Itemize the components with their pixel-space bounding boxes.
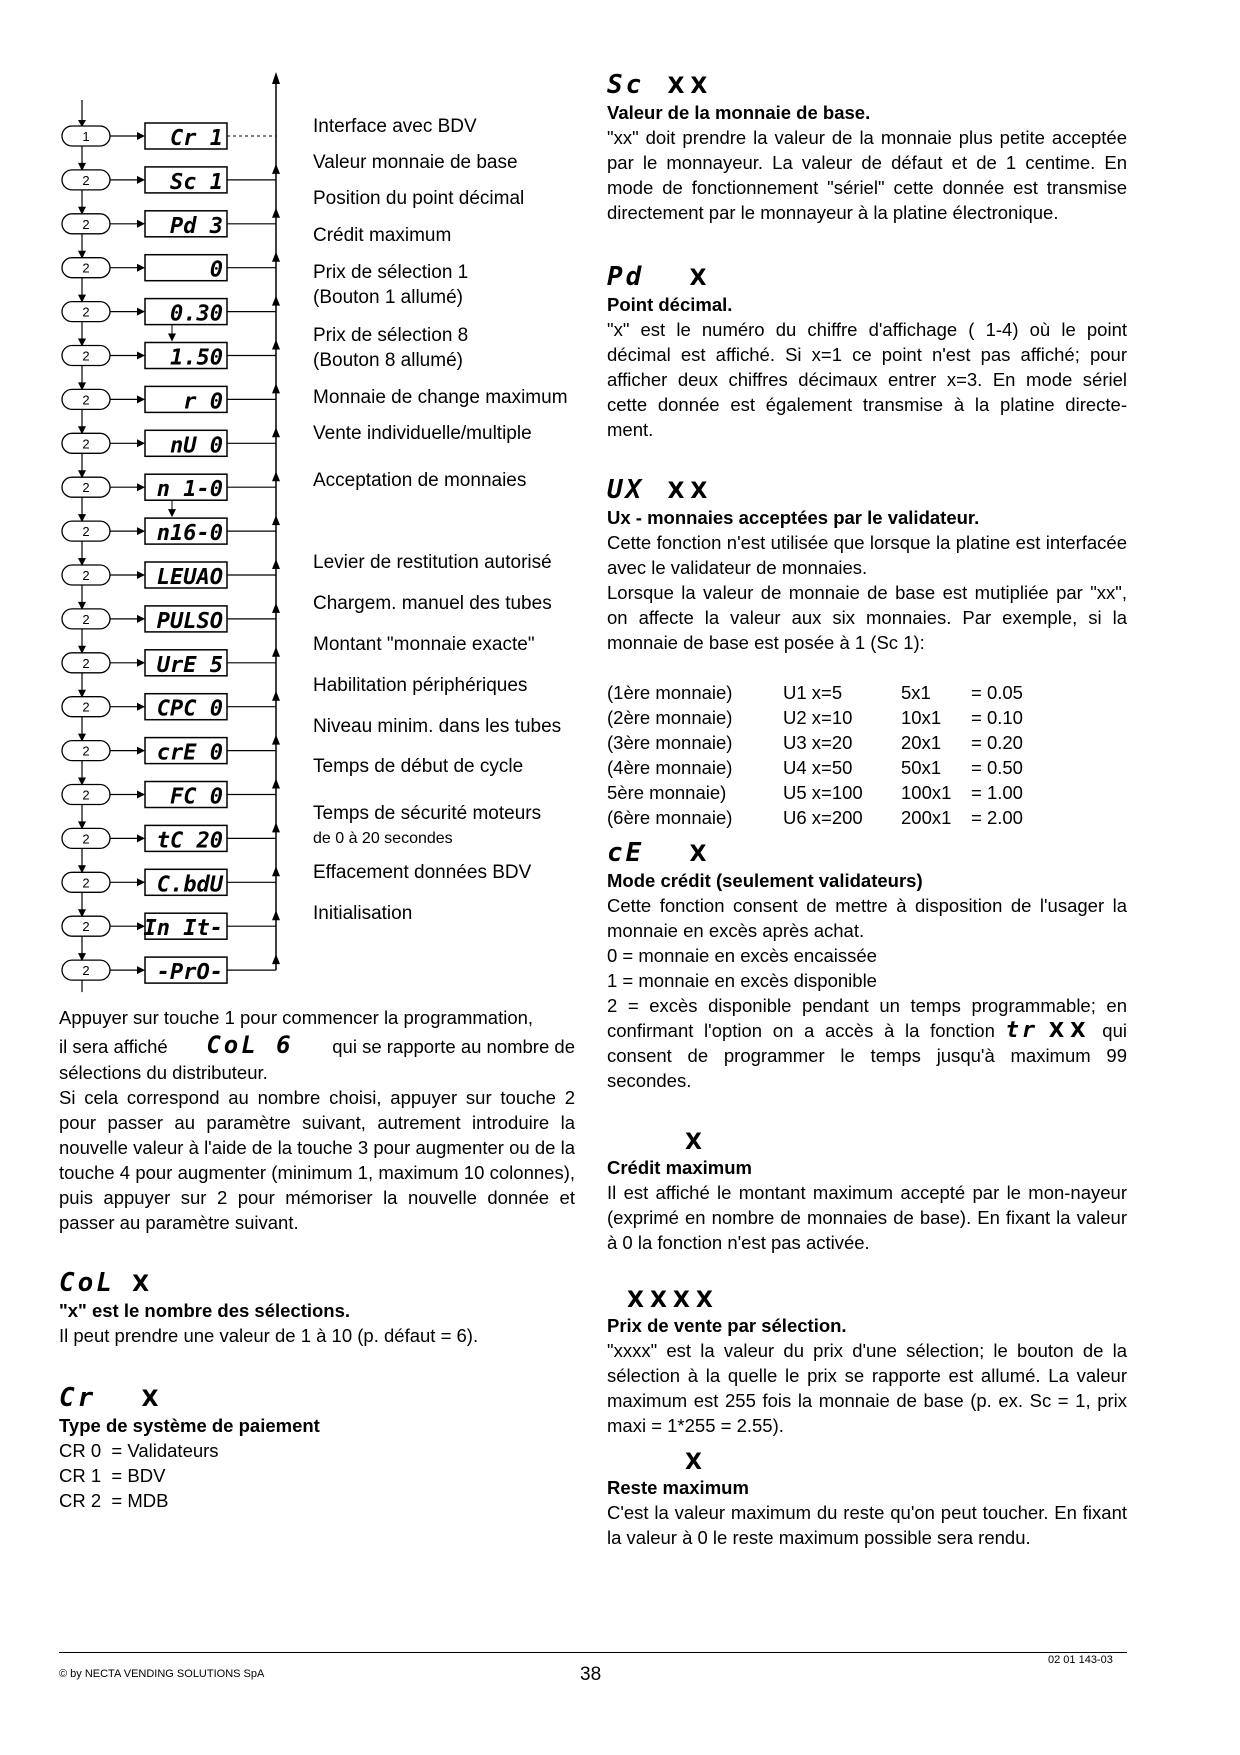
key-arrow	[137, 834, 145, 842]
step-label-text: Prix de sélection 1	[313, 262, 469, 283]
return-arrow-head	[272, 72, 280, 84]
step-label	[313, 901, 412, 926]
return-arrow	[272, 603, 280, 613]
step-label-text: Initialisation	[313, 903, 413, 924]
col-title: "x" est le nombre des sélections.	[59, 1300, 351, 1321]
return-arrow	[272, 735, 280, 745]
key-label: 2	[82, 260, 90, 276]
ux-x: XX	[667, 479, 714, 504]
return-arrow	[272, 691, 280, 701]
lcd-value: PULSO	[156, 608, 223, 634]
ux-text-2: Lorsque la valeur de monnaie de base est mutipliée par "xx", on affecte la valeur aux six monnaies. Par exemple, si la monnaie de base est posée à 1 (Sc 1):	[607, 582, 1127, 653]
lcd-value: n16-0	[156, 521, 223, 547]
key-arrow	[137, 571, 145, 579]
lcd-value: crE 0	[156, 740, 223, 766]
step-label-text: Habilitation périphériques	[313, 675, 528, 696]
step-label-text: Chargem. manuel des tubes	[313, 593, 552, 614]
return-arrow	[272, 559, 280, 569]
key-label: 2	[82, 699, 90, 715]
page-number: 38	[580, 1664, 602, 1685]
key-arrow	[137, 659, 145, 667]
step-label-text: Montant "monnaie exacte"	[313, 634, 535, 655]
return-arrow	[272, 647, 280, 657]
return-arrow	[272, 779, 280, 789]
step-label	[313, 150, 518, 175]
key-label: 2	[82, 480, 90, 496]
key-label: 2	[82, 875, 90, 891]
coin-cell: U1 x=5	[783, 682, 843, 703]
key-label: 1	[82, 129, 90, 144]
tr-x: XX	[1048, 1018, 1092, 1042]
lcd-value: CPC 0	[156, 696, 223, 722]
coin-cell: 100x1	[901, 782, 952, 803]
ux-section	[607, 475, 1127, 655]
ux-text-1: Cette fonction n'est utilisée que lorsque la platine est interfacée avec le validateur de monnaies.	[607, 532, 1127, 578]
cm-x: X	[685, 1130, 708, 1155]
step-label-text: Effacement données BDV	[313, 862, 532, 883]
step-label	[313, 860, 531, 885]
step-label	[313, 801, 541, 851]
col-x: X	[132, 1272, 156, 1297]
lcd-value: 0	[209, 257, 223, 283]
step-label-subtext: de 0 à 20 secondes	[313, 830, 453, 847]
cr-section	[59, 1383, 575, 1513]
coin-cell: 20x1	[901, 732, 942, 753]
coin-row	[607, 755, 1071, 780]
key-arrow	[137, 264, 145, 272]
key-label: 2	[82, 831, 90, 847]
coin-cell: (1ère monnaie)	[607, 682, 733, 703]
footer-rule	[59, 1652, 1127, 1653]
return-arrow	[272, 208, 280, 218]
step-label-text: Valeur monnaie de base	[313, 152, 518, 173]
return-arrow	[272, 471, 280, 481]
credit-max-section	[607, 1130, 1127, 1255]
sc-x: XX	[667, 74, 714, 99]
return-arrow	[272, 383, 280, 393]
step-label	[313, 186, 524, 211]
coin-cell: 5ère monnaie)	[607, 782, 727, 803]
key-label: 2	[82, 348, 90, 364]
key-arrow	[137, 703, 145, 711]
coin-cell: = 2.00	[971, 807, 1023, 828]
ce-text: Cette fonction consent de mettre à disposition de l'usager la monnaie en excès après achat.	[607, 895, 1127, 941]
coin-row	[607, 805, 1071, 830]
lcd-value: n 1-0	[156, 477, 223, 503]
step-label-text: Niveau minim. dans les tubes	[313, 716, 562, 737]
sc-text: "xx" doit prendre la valeur de la monnaie plus petite acceptée par le monnayeur. La valeur de défaut et de 1 centime. En mode de fonctionnement "sériel" cette donnée est transmise directement par le monnayeur à la platine électronique.	[607, 127, 1127, 223]
ce-option-2a: 2 = excès disponible pendant un temps programmable; en confirmant l'option on a accès à la fonction	[607, 995, 1127, 1041]
intro-line-2b: qui se rapporte au nombre de	[332, 1036, 575, 1057]
coin-row	[607, 780, 1071, 805]
pv-x: XXXX	[627, 1288, 719, 1313]
coin-cell: = 0.20	[971, 732, 1023, 753]
step-label-text: Crédit maximum	[313, 225, 452, 246]
step-label-text: Interface avec BDV	[313, 116, 477, 137]
price-section	[607, 1288, 1127, 1438]
intro-line-2a: il sera affiché	[59, 1036, 168, 1057]
step-label	[313, 323, 468, 373]
lcd-value: 1.50	[170, 345, 223, 371]
coin-cell: U5 x=100	[783, 782, 863, 803]
return-arrow	[272, 252, 280, 262]
pd-text: "x" est le numéro du chiffre d'affichage ( 1-4) où le point décimal est affiché. Si x=1 ce point n'est pas affiché; pour afficher deux chiffres décimaux entrer x=3. En mode sériel cette donnée est également transmise à la platine directe-ment.	[607, 319, 1127, 440]
coin-row	[607, 680, 1071, 705]
pd-code: Pd	[607, 262, 645, 292]
key-arrow	[137, 615, 145, 623]
ce-title: Mode crédit (seulement validateurs)	[607, 870, 923, 891]
key-label: 2	[82, 172, 90, 188]
intro-line-3: sélections du distributeur.	[59, 1062, 268, 1083]
step-label-text: Position du point décimal	[313, 188, 525, 209]
step-label	[313, 673, 527, 698]
coin-cell: U3 x=20	[783, 732, 853, 753]
step-label-text: Monnaie de change maximum	[313, 387, 568, 408]
coin-cell: (4ère monnaie)	[607, 757, 733, 778]
footer-copyright: © by NECTA VENDING SOLUTIONS SpA	[59, 1668, 265, 1680]
cr-item-1: CR 1 = BDV	[59, 1465, 166, 1486]
intro-paragraph-2: Si cela correspond au nombre choisi, appuyer sur touche 2 pour passer au paramètre suivant, autrement introduire la nouvelle valeur à l'aide de la touche 3 pour augmenter ou de la touche 4 pour augmenter (minimum 1, maximum 10 colonnes), puis appuyer sur 2 pour mémoriser la nouvelle donnée et passer au paramètre suivant.	[59, 1087, 575, 1233]
pv-text: "xxxx" est la valeur du prix d'une sélection; le bouton de la sélection à la quelle le prix se rapporte est allumé. La valeur maximum est 255 fois la monnaie de base (p. ex. Sc = 1, prix maxi = 1*255 = 2.55).	[607, 1340, 1127, 1436]
step-label-text: Prix de sélection 8	[313, 325, 469, 346]
sc-code: Sc	[607, 70, 645, 100]
step-label-subtext: (Bouton 1 allumé)	[313, 287, 463, 308]
ce-x: X	[689, 842, 713, 867]
coin-cell: = 1.00	[971, 782, 1023, 803]
key-label: 2	[82, 611, 90, 627]
lcd-value: -PrO-	[156, 960, 223, 986]
step-label	[313, 260, 468, 310]
ux-code: UX	[607, 475, 645, 505]
step-label-text: Temps de sécurité moteurs	[313, 803, 542, 824]
ce-section	[607, 838, 1127, 1093]
cr-item-0: CR 0 = Validateurs	[59, 1440, 219, 1461]
coin-cell: (6ère monnaie)	[607, 807, 733, 828]
lcd-value: nU 0	[170, 433, 223, 459]
col-code-inline: CoL 6	[206, 1031, 294, 1059]
pd-title: Point décimal.	[607, 294, 733, 315]
coin-cell: U6 x=200	[783, 807, 863, 828]
col-code: CoL	[59, 1268, 115, 1298]
ux-title: Ux - monnaies acceptées par le validateur.	[607, 507, 980, 528]
coin-cell: = 0.10	[971, 707, 1023, 728]
key-arrow	[137, 176, 145, 184]
key-label: 2	[82, 743, 90, 759]
return-arrow	[272, 340, 280, 350]
lcd-value: 0.30	[170, 301, 223, 327]
key-label: 2	[82, 568, 90, 583]
lcd-value: Pd 3	[170, 213, 223, 239]
lcd-value: C.bdU	[156, 872, 223, 898]
coin-row	[607, 705, 1071, 730]
step-label	[313, 714, 561, 739]
return-arrow	[272, 954, 280, 964]
lcd-value: UrE 5	[156, 652, 223, 678]
ce-option-0: 0 = monnaie en excès encaissée	[607, 945, 877, 966]
rm-title: Reste maximum	[607, 1477, 749, 1498]
ce-code: cE	[607, 838, 645, 868]
key-arrow	[137, 352, 145, 360]
step-label-text: Vente individuelle/multiple	[313, 423, 532, 444]
key-arrow	[137, 308, 145, 316]
return-arrow	[272, 910, 280, 920]
key-label: 2	[82, 524, 90, 540]
lcd-value: tC 20	[156, 828, 223, 854]
cr-item-2: CR 2 = MDB	[59, 1490, 169, 1511]
coin-cell: (3ère monnaie)	[607, 732, 733, 753]
key-arrow	[137, 395, 145, 403]
coin-cell: 200x1	[901, 807, 952, 828]
lcd-value: r 0	[183, 389, 223, 415]
key-arrow	[137, 220, 145, 228]
key-arrow	[137, 747, 145, 755]
lcd-value: In It-	[143, 916, 223, 942]
lcd-value: Cr 1	[170, 126, 223, 151]
key-label: 2	[82, 963, 90, 979]
rest-max-section	[607, 1450, 1127, 1550]
return-arrow	[272, 515, 280, 525]
cr-title: Type de système de paiement	[59, 1415, 320, 1436]
step-label	[313, 632, 535, 657]
key-arrow	[137, 791, 145, 799]
key-arrow	[137, 966, 145, 974]
lcd-value: LEUAO	[156, 565, 223, 590]
coin-cell: = 0.50	[971, 757, 1023, 778]
key-label: 2	[82, 655, 90, 671]
sc-title: Valeur de la monnaie de base.	[607, 102, 871, 123]
lcd-value: Sc 1	[170, 169, 223, 195]
key-label: 2	[82, 919, 90, 935]
step-label-text: Levier de restitution autorisé	[313, 552, 552, 573]
skip-arrow	[168, 334, 176, 342]
key-label: 2	[82, 392, 90, 408]
return-arrow	[272, 866, 280, 876]
coin-cell: 50x1	[901, 757, 942, 778]
step-label	[313, 591, 552, 616]
step-label	[313, 421, 532, 446]
key-arrow	[137, 439, 145, 447]
tr-code: tr	[1005, 1018, 1039, 1043]
key-arrow	[137, 527, 145, 535]
return-arrow	[272, 296, 280, 306]
key-arrow	[137, 878, 145, 886]
return-arrow	[272, 822, 280, 832]
key-label: 2	[82, 304, 90, 320]
rm-x: X	[685, 1450, 708, 1475]
intro-text	[59, 1005, 575, 1235]
pd-x: X	[689, 266, 713, 291]
coin-cell: U2 x=10	[783, 707, 853, 728]
lcd-value: FC 0	[170, 784, 223, 810]
key-arrow	[137, 483, 145, 491]
return-arrow	[272, 427, 280, 437]
cr-code: Cr	[59, 1383, 97, 1413]
coin-table	[607, 680, 1071, 830]
key-label: 2	[82, 436, 90, 452]
step-label	[313, 468, 526, 493]
step-label	[313, 114, 477, 139]
coin-cell: = 0.05	[971, 682, 1023, 703]
return-arrow	[272, 164, 280, 174]
coin-row	[607, 730, 1071, 755]
cm-text: Il est affiché le montant maximum accepté par le mon-nayeur (exprimé en nombre de monnaies de base). En fixant la valeur à 0 la fonction n'est pas activée.	[607, 1182, 1127, 1253]
rm-text: C'est la valeur maximum du reste qu'on peut toucher. En fixant la valeur à 0 le reste maximum possible sera rendu.	[607, 1502, 1127, 1548]
coin-cell: U4 x=50	[783, 757, 853, 778]
step-label-text: Temps de début de cycle	[313, 756, 524, 777]
step-label-text: Acceptation de monnaies	[313, 470, 527, 491]
cm-title: Crédit maximum	[607, 1157, 752, 1178]
key-label: 2	[82, 787, 90, 803]
col-text: Il peut prendre une valeur de 1 à 10 (p. défaut = 6).	[59, 1325, 479, 1346]
step-label	[313, 385, 568, 410]
sc-section	[607, 70, 1127, 225]
pd-section	[607, 262, 1127, 442]
cr-x: X	[141, 1387, 165, 1412]
col-section	[59, 1268, 575, 1348]
step-label	[313, 754, 523, 779]
footer-doc-number: 02 01 143-03	[1048, 1654, 1113, 1666]
pv-title: Prix de vente par sélection.	[607, 1315, 847, 1336]
ce-option-1: 1 = monnaie en excès disponible	[607, 970, 877, 991]
coin-cell: 5x1	[901, 682, 931, 703]
step-label-subtext: (Bouton 8 allumé)	[313, 350, 463, 371]
coin-cell: 10x1	[901, 707, 942, 728]
coin-cell: (2ère monnaie)	[607, 707, 733, 728]
key-arrow	[137, 132, 145, 140]
ce-option-2b: qui consent de programmer le temps jusqu'à maximum 99 secondes.	[607, 1020, 1127, 1091]
step-label	[313, 223, 451, 248]
step-label	[313, 550, 552, 575]
intro-line-1: Appuyer sur touche 1 pour commencer la programmation,	[59, 1007, 534, 1028]
key-label: 2	[82, 216, 90, 232]
skip-arrow	[168, 509, 176, 517]
